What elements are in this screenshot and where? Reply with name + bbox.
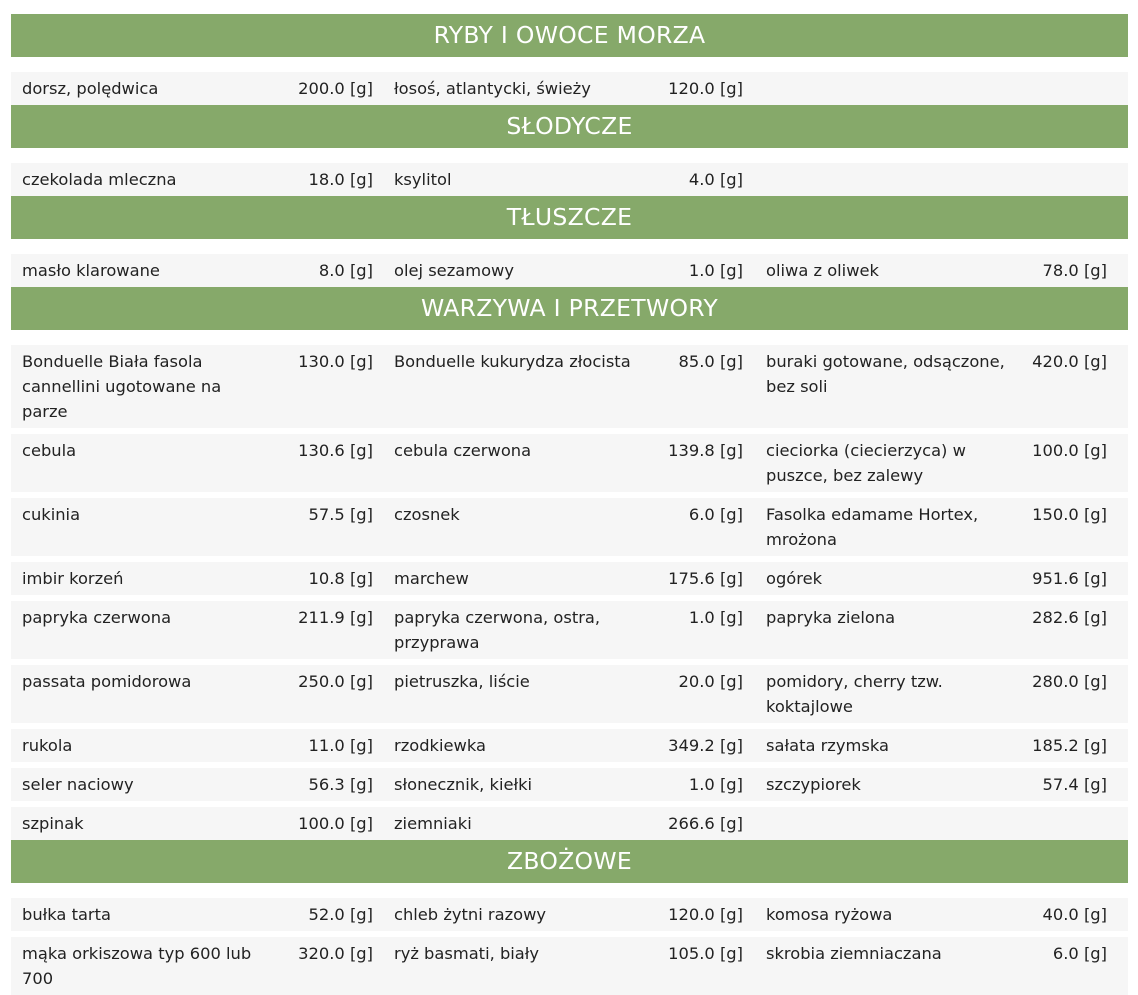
ingredient-cell <box>383 811 755 836</box>
ingredient-row <box>11 807 1128 840</box>
ingredient-cell <box>11 941 383 991</box>
ingredient-name: Bonduelle kukurydza złocista <box>394 352 631 371</box>
ingredient-cell <box>11 733 383 758</box>
ingredient-name: szpinak <box>22 814 84 833</box>
category-spacer <box>11 239 1128 254</box>
ingredient-cell <box>11 349 383 424</box>
ingredient-row <box>11 898 1128 937</box>
ingredient-name: olej sezamowy <box>394 261 514 280</box>
ingredient-cell <box>755 941 1128 991</box>
ingredient-name: pomidory, cherry tzw. koktajlowe <box>766 672 943 716</box>
ingredient-cell <box>755 167 1128 192</box>
ingredient-cell <box>11 502 383 552</box>
ingredient-amount: 420.0 [g] <box>1032 352 1107 371</box>
category-header: WARZYWA I PRZETWORY <box>11 287 1128 330</box>
ingredient-cell <box>383 902 755 927</box>
category-header: RYBY I OWOCE MORZA <box>11 14 1128 57</box>
ingredient-cell <box>11 902 383 927</box>
ingredient-amount: 282.6 [g] <box>1032 608 1107 627</box>
ingredient-name: komosa ryżowa <box>766 905 893 924</box>
ingredient-name: sałata rzymska <box>766 736 889 755</box>
ingredient-name: cebula czerwona <box>394 441 532 460</box>
category-section <box>11 287 1128 840</box>
ingredient-cell <box>755 438 1128 488</box>
ingredient-amount: 105.0 [g] <box>668 944 743 963</box>
ingredient-cell <box>755 733 1128 758</box>
ingredient-name: słonecznik, kiełki <box>394 775 533 794</box>
ingredient-cell <box>383 502 755 552</box>
ingredient-name: papryka czerwona, ostra, przyprawa <box>394 608 601 652</box>
ingredient-amount: 320.0 [g] <box>298 944 373 963</box>
ingredient-amount: 1.0 [g] <box>688 608 743 627</box>
ingredient-name: pietruszka, liście <box>394 672 530 691</box>
ingredient-cell <box>11 669 383 719</box>
ingredient-amount: 130.0 [g] <box>298 352 373 371</box>
ingredient-cell <box>383 167 755 192</box>
ingredient-name: cukinia <box>22 505 81 524</box>
ingredient-name: bułka tarta <box>22 905 111 924</box>
ingredient-name: oliwa z oliwek <box>766 261 879 280</box>
ingredient-cell <box>755 76 1128 101</box>
ingredient-name: Fasolka edamame Hortex, mrożona <box>766 505 979 549</box>
ingredient-row <box>11 345 1128 434</box>
ingredient-row <box>11 254 1128 287</box>
ingredient-name: czosnek <box>394 505 460 524</box>
ingredient-amount: 18.0 [g] <box>308 170 373 189</box>
ingredient-cell <box>11 76 383 101</box>
ingredient-cell <box>755 258 1128 283</box>
ingredient-name <box>755 167 1017 192</box>
ingredient-amount: 85.0 [g] <box>678 352 743 371</box>
ingredient-cell <box>383 349 755 424</box>
ingredient-name: marchew <box>394 569 469 588</box>
ingredient-amount: 266.6 [g] <box>668 814 743 833</box>
ingredient-name: seler naciowy <box>22 775 134 794</box>
ingredient-amount: 175.6 [g] <box>668 569 743 588</box>
ingredient-cell <box>755 605 1128 655</box>
ingredient-row <box>11 434 1128 498</box>
category-header: SŁODYCZE <box>11 105 1128 148</box>
ingredient-cell <box>11 258 383 283</box>
ingredient-amount: 120.0 [g] <box>668 905 743 924</box>
ingredient-name: czekolada mleczna <box>22 170 177 189</box>
ingredient-name: buraki gotowane, odsączone, bez soli <box>766 352 1005 396</box>
ingredient-amount: 4.0 [g] <box>688 170 743 189</box>
ingredient-cell <box>383 772 755 797</box>
ingredient-cell <box>383 605 755 655</box>
ingredient-amount: 1.0 [g] <box>688 775 743 794</box>
ingredient-row <box>11 937 1128 995</box>
ingredient-amount: 139.8 [g] <box>668 441 743 460</box>
ingredient-name: ziemniaki <box>394 814 472 833</box>
ingredient-row <box>11 665 1128 729</box>
ingredient-amount: 250.0 [g] <box>298 672 373 691</box>
ingredient-amount: 10.8 [g] <box>308 569 373 588</box>
ingredient-name: chleb żytni razowy <box>394 905 547 924</box>
ingredient-amount: 11.0 [g] <box>308 736 373 755</box>
ingredient-name: cieciorka (ciecierzyca) w puszce, bez zalewy <box>766 441 966 485</box>
ingredient-cell <box>11 605 383 655</box>
ingredient-name <box>755 811 1017 836</box>
category-header: ZBOŻOWE <box>11 840 1128 883</box>
category-spacer <box>11 57 1128 72</box>
ingredient-cell <box>11 566 383 591</box>
ingredient-amount: 280.0 [g] <box>1032 672 1107 691</box>
ingredient-name: ksylitol <box>394 170 452 189</box>
category-header: TŁUSZCZE <box>11 196 1128 239</box>
ingredient-cell <box>11 438 383 488</box>
ingredient-cell <box>11 167 383 192</box>
ingredient-amount <box>1017 811 1107 836</box>
shopping-list <box>11 14 1128 995</box>
ingredient-row <box>11 498 1128 562</box>
ingredient-name: łosoś, atlantycki, świeży <box>394 79 591 98</box>
category-section <box>11 14 1128 105</box>
ingredient-amount: 40.0 [g] <box>1042 905 1107 924</box>
category-spacer <box>11 883 1128 898</box>
ingredient-cell <box>383 76 755 101</box>
ingredient-cell <box>383 669 755 719</box>
ingredient-amount: 349.2 [g] <box>668 736 743 755</box>
ingredient-row <box>11 562 1128 601</box>
category-section <box>11 196 1128 287</box>
ingredient-cell <box>383 733 755 758</box>
ingredient-name: rukola <box>22 736 73 755</box>
ingredient-row <box>11 163 1128 196</box>
ingredient-cell <box>383 258 755 283</box>
ingredient-cell <box>383 438 755 488</box>
ingredient-amount: 20.0 [g] <box>678 672 743 691</box>
ingredient-name: skrobia ziemniaczana <box>766 944 942 963</box>
ingredient-name: ogórek <box>766 569 823 588</box>
ingredient-cell <box>755 566 1128 591</box>
ingredient-name: dorsz, polędwica <box>22 79 159 98</box>
ingredient-amount: 8.0 [g] <box>318 261 373 280</box>
ingredient-name: papryka zielona <box>766 608 896 627</box>
ingredient-name: szczypiorek <box>766 775 861 794</box>
ingredient-name: rzodkiewka <box>394 736 486 755</box>
ingredient-amount: 211.9 [g] <box>298 608 373 627</box>
ingredient-amount: 200.0 [g] <box>298 79 373 98</box>
category-section <box>11 840 1128 995</box>
ingredient-amount <box>1017 76 1107 101</box>
ingredient-name: cebula <box>22 441 77 460</box>
ingredient-amount: 185.2 [g] <box>1032 736 1107 755</box>
ingredient-name: papryka czerwona <box>22 608 172 627</box>
ingredient-amount: 120.0 [g] <box>668 79 743 98</box>
ingredient-amount: 100.0 [g] <box>1032 441 1107 460</box>
ingredient-cell <box>755 669 1128 719</box>
ingredient-cell <box>383 941 755 991</box>
ingredient-cell <box>755 902 1128 927</box>
ingredient-amount: 57.5 [g] <box>308 505 373 524</box>
ingredient-amount: 100.0 [g] <box>298 814 373 833</box>
ingredient-cell <box>755 772 1128 797</box>
ingredient-row <box>11 72 1128 105</box>
ingredient-name: imbir korzeń <box>22 569 124 588</box>
ingredient-name: Bonduelle Biała fasola cannellini ugotowane na parze <box>22 352 222 421</box>
ingredient-amount: 951.6 [g] <box>1032 569 1107 588</box>
ingredient-amount <box>1017 167 1107 192</box>
ingredient-cell <box>11 811 383 836</box>
ingredient-cell <box>755 349 1128 424</box>
ingredient-amount: 52.0 [g] <box>308 905 373 924</box>
ingredient-row <box>11 601 1128 665</box>
ingredient-amount: 1.0 [g] <box>688 261 743 280</box>
ingredient-row <box>11 768 1128 807</box>
ingredient-cell <box>383 566 755 591</box>
ingredient-name: ryż basmati, biały <box>394 944 540 963</box>
category-spacer <box>11 148 1128 163</box>
category-section <box>11 105 1128 196</box>
ingredient-cell <box>11 772 383 797</box>
ingredient-amount: 56.3 [g] <box>308 775 373 794</box>
ingredient-amount: 78.0 [g] <box>1042 261 1107 280</box>
ingredient-name: masło klarowane <box>22 261 160 280</box>
ingredient-cell <box>755 502 1128 552</box>
ingredient-name: mąka orkiszowa typ 600 lub 700 <box>22 944 252 988</box>
ingredient-name <box>755 76 1017 101</box>
ingredient-cell <box>755 811 1128 836</box>
ingredient-name: passata pomidorowa <box>22 672 192 691</box>
ingredient-amount: 130.6 [g] <box>298 441 373 460</box>
ingredient-amount: 6.0 [g] <box>688 505 743 524</box>
ingredient-row <box>11 729 1128 768</box>
ingredient-amount: 6.0 [g] <box>1052 944 1107 963</box>
ingredient-amount: 150.0 [g] <box>1032 505 1107 524</box>
ingredient-amount: 57.4 [g] <box>1042 775 1107 794</box>
category-spacer <box>11 330 1128 345</box>
